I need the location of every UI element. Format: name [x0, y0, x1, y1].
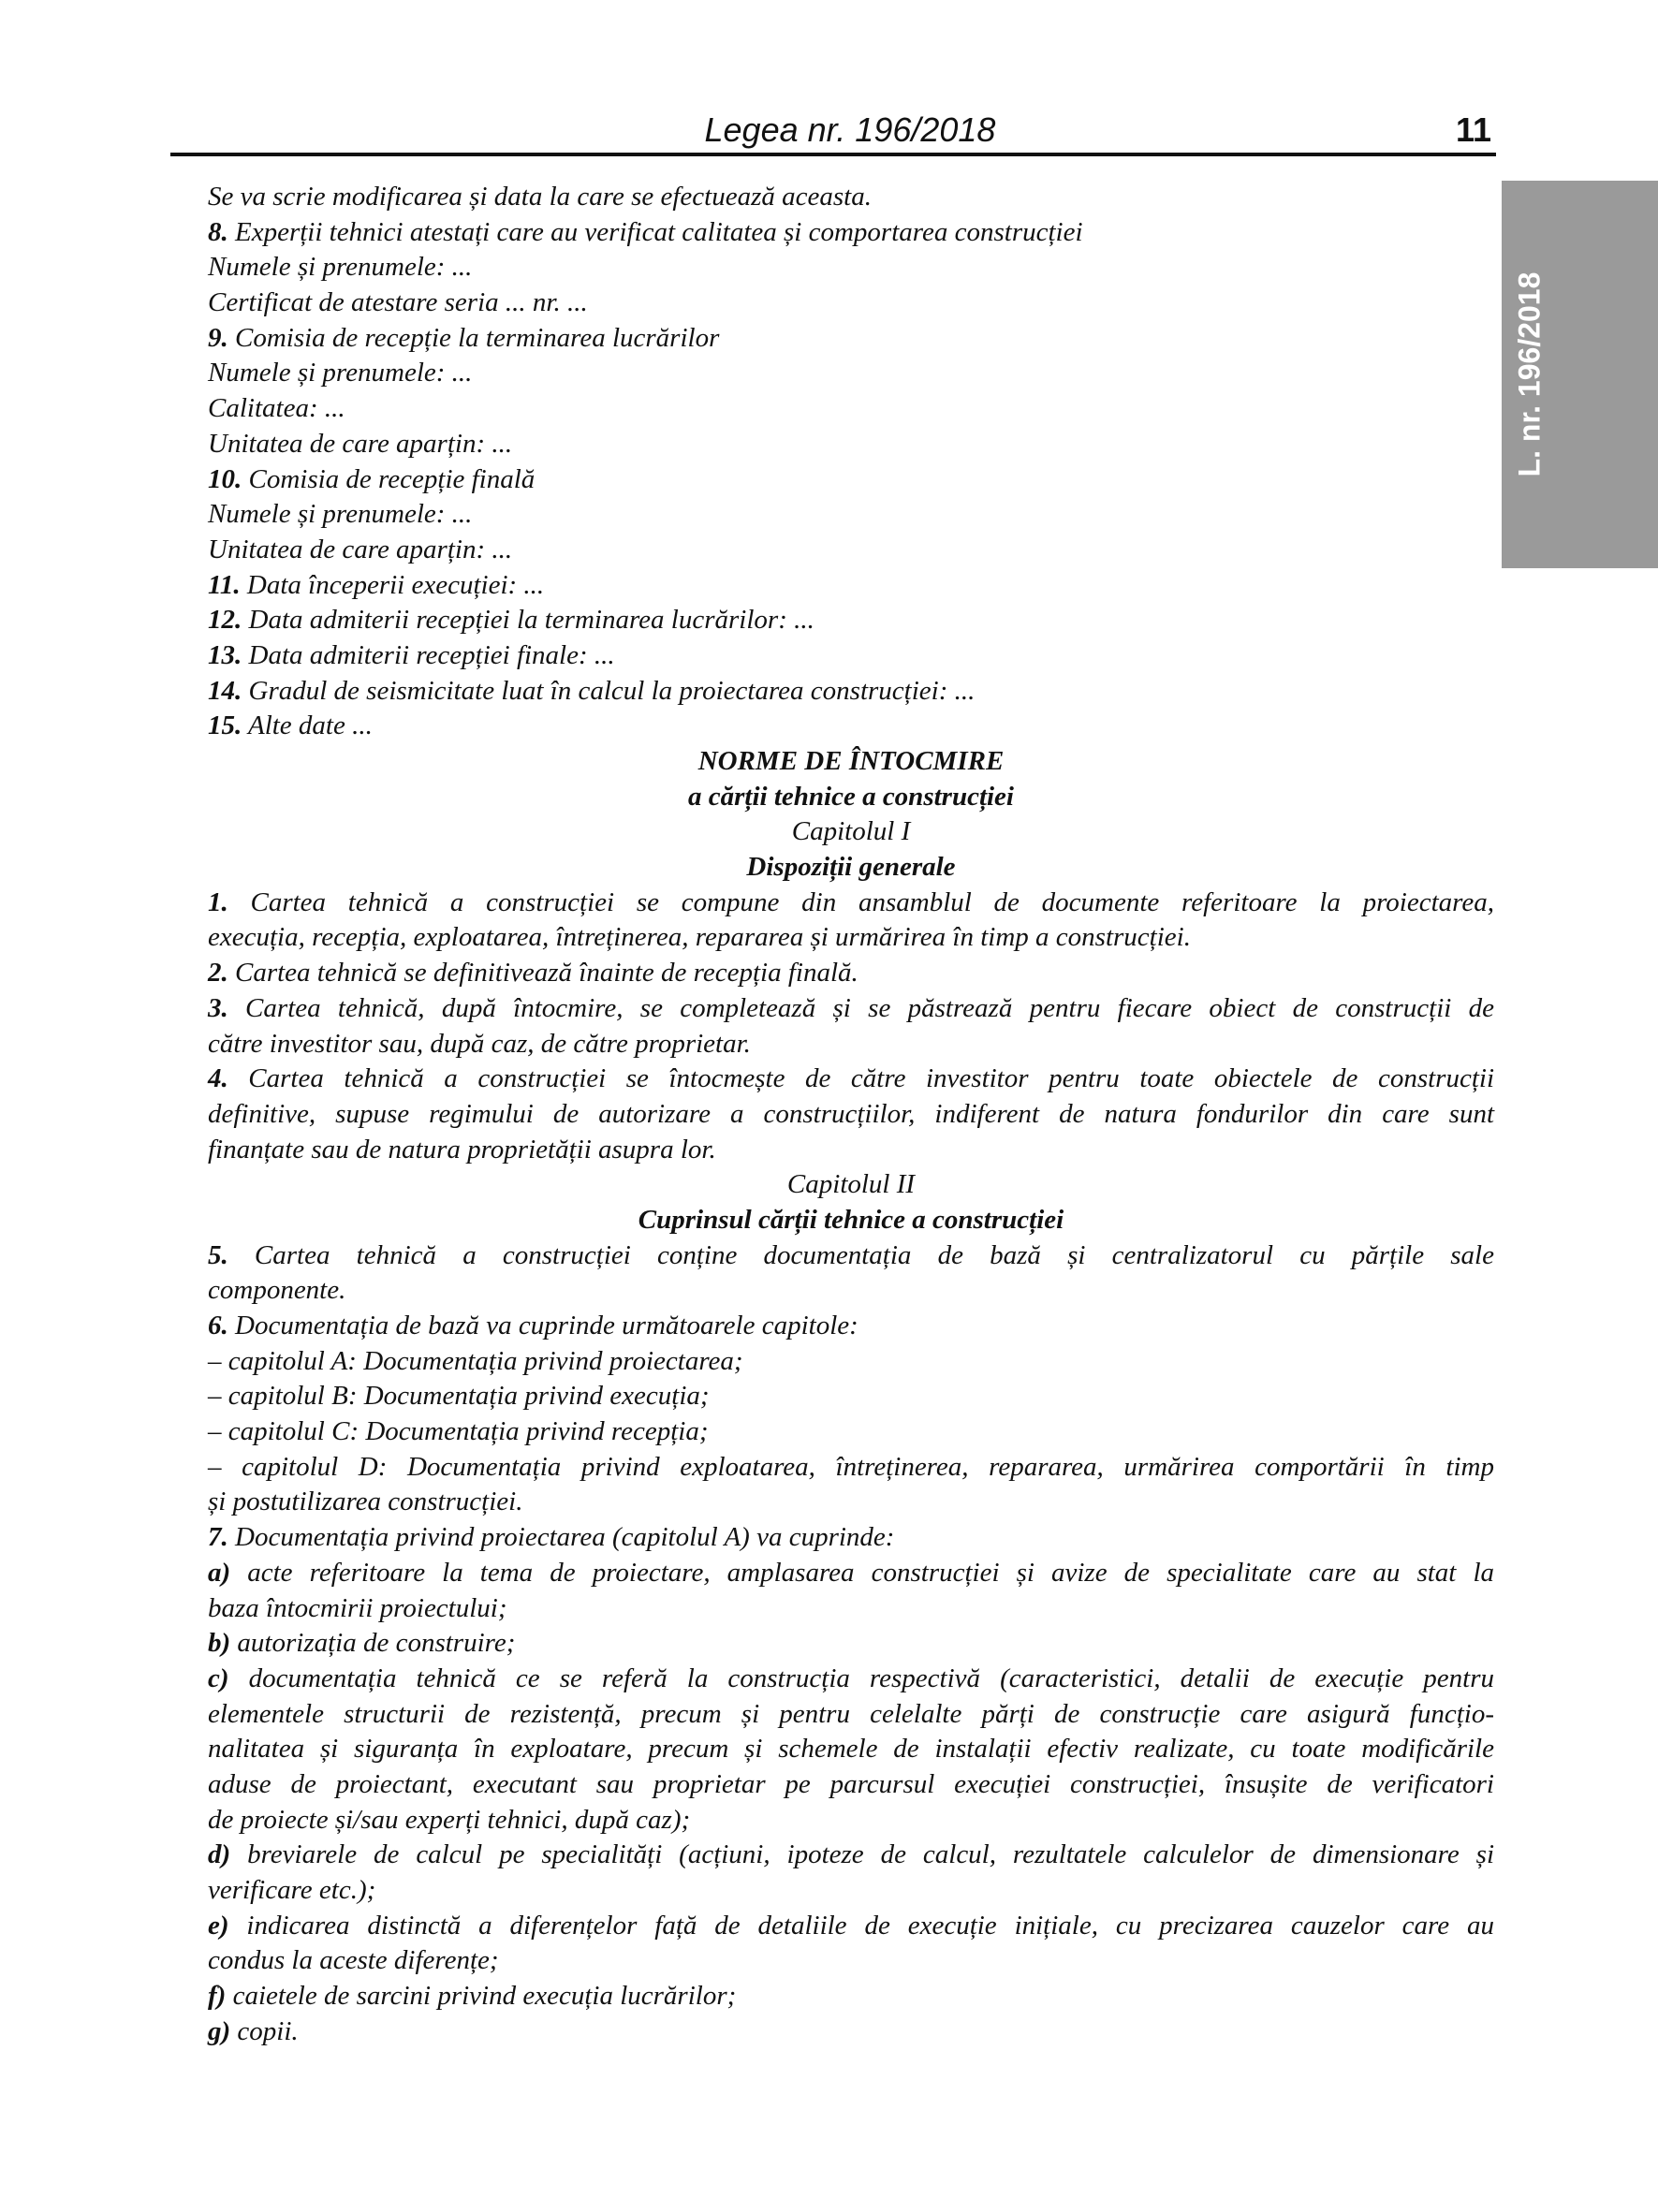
item-number: 14. [208, 675, 242, 706]
line-text: Comisia de recepție la terminarea lucrărilor [227, 322, 720, 353]
text-line [208, 1591, 1494, 1627]
text-line [208, 1873, 1494, 1909]
line-text: elementele structurii de rezistență, precum și pentru celelalte părți de construcție care asigură funcțio- [208, 1698, 1494, 1729]
text-line [208, 1485, 1494, 1520]
text-line [208, 1344, 1494, 1380]
item-number: 5. [208, 1239, 228, 1270]
item-number: 15. [208, 710, 242, 741]
line-text: definitive, supuse regimului de autorizare a construcțiilor, indiferent de natura fondurilor din care sunt [208, 1098, 1494, 1129]
item-number: f) [208, 1981, 227, 2012]
line-text: – capitolul B: Documentația privind execuția; [208, 1381, 710, 1412]
line-text: Cartea tehnică a construcției se întocmește de către investitor pentru toate obiectele de construcții [227, 1063, 1494, 1094]
line-text: nalitatea și siguranța în exploatare, precum și schemele de instalații efectiv realizate, cu toate modificările [208, 1734, 1494, 1765]
text-line [208, 1379, 1494, 1414]
line-text: Se va scrie modificarea și data la care se efectuează aceasta. [208, 182, 872, 212]
line-text: Numele și prenumele: ... [208, 252, 473, 283]
line-text: Data începerii execuției: ... [240, 569, 545, 600]
item-number: 2. [208, 958, 228, 989]
text-line [208, 1238, 1494, 1274]
item-number: 7. [208, 1522, 228, 1553]
line-text: Cartea tehnică se definitivează înainte de recepția finală. [227, 958, 858, 989]
item-number: 3. [208, 992, 228, 1023]
line-text: aduse de proiectant, executant sau proprietar pe parcursul execuției construcției, însușite de verificatori [208, 1768, 1494, 1799]
text-line [208, 1097, 1494, 1133]
item-number: 8. [208, 216, 228, 247]
text-line [208, 956, 1494, 991]
line-text: – capitolul D: Documentația privind exploatarea, întreținerea, repararea, urmărirea comportării în timp [208, 1451, 1494, 1482]
text-line [208, 1803, 1494, 1838]
line-text: Numele și prenumele: ... [208, 499, 473, 530]
text-line [208, 1767, 1494, 1803]
line-text: Calitatea: ... [208, 393, 345, 424]
text-line [208, 1450, 1494, 1486]
line-text: Experții tehnici atestați care au verificat calitatea și comportarea construcției [227, 216, 1083, 247]
text-line [208, 674, 1494, 710]
line-text: – capitolul C: Documentația privind recepția; [208, 1416, 709, 1447]
text-line [208, 1520, 1494, 1556]
line-text: Documentația privind proiectarea (capitolul A) va cuprinde: [227, 1522, 895, 1553]
line-text: Numele și prenumele: ... [208, 358, 473, 388]
line-text: finanțate sau de natura proprietății asupra lor. [208, 1134, 716, 1165]
section-heading [208, 780, 1494, 815]
line-text: Documentația de bază va cuprinde următoarele capitole: [227, 1311, 858, 1340]
line-text: Capitolul II [786, 1169, 916, 1200]
text-line [208, 533, 1494, 568]
text-line [208, 497, 1494, 533]
line-text: autorizația de construire; [230, 1628, 516, 1659]
text-line [208, 709, 1494, 744]
line-text: NORME DE ÎNTOCMIRE [697, 746, 1005, 776]
text-line [208, 427, 1494, 462]
section-heading [208, 1167, 1494, 1203]
line-text: indicarea distinctă a diferențelor față de detaliile de execuție inițiale, cu precizarea cauzelor care au [228, 1910, 1494, 1941]
line-text: Comisia de recepție finală [242, 463, 536, 494]
text-line [208, 886, 1494, 921]
item-number: 11. [208, 569, 241, 600]
running-header-title: Legea nr. 196/2018 [704, 110, 996, 149]
line-text: – capitolul A: Documentația privind proiectarea; [208, 1345, 743, 1376]
item-number: 10. [208, 463, 242, 494]
text-line [208, 568, 1494, 604]
text-line [208, 1556, 1494, 1591]
line-text: Cartea tehnică, după întocmire, se completează și se păstrează pentru fiecare obiect de construcții de [227, 992, 1494, 1023]
text-line [208, 603, 1494, 638]
item-number: 12. [208, 605, 242, 636]
item-number: 13. [208, 639, 242, 670]
line-text: Capitolul I [791, 816, 911, 847]
item-number: d) [208, 1839, 231, 1870]
line-text: condus la aceste diferențe; [208, 1945, 499, 1976]
text-line [208, 391, 1494, 427]
line-text: componente. [208, 1275, 346, 1306]
text-line [208, 2014, 1494, 2050]
text-line [208, 1309, 1494, 1344]
text-line [208, 180, 1494, 215]
line-text: și postutilizarea construcției. [208, 1487, 523, 1517]
page-number: 11 [1455, 110, 1491, 149]
line-text: verificare etc.); [208, 1875, 376, 1905]
text-line [208, 215, 1494, 251]
text-line [208, 1732, 1494, 1767]
line-text: breviarele de calcul pe specialități (acțiuni, ipoteze de calcul, rezultatele calculelor de dimensionare și [230, 1839, 1494, 1870]
item-number: g) [208, 2015, 231, 2046]
text-line [208, 1838, 1494, 1873]
item-number: 6. [208, 1311, 228, 1340]
text-line [208, 1662, 1494, 1697]
text-line [208, 1062, 1494, 1097]
item-number: 1. [208, 886, 228, 917]
text-line [208, 1626, 1494, 1662]
line-text: copii. [230, 2015, 299, 2046]
line-text: Cartea tehnică a construcției se compune din ansamblul de documente referitoare la proiectarea, [227, 886, 1494, 917]
section-heading [208, 850, 1494, 886]
line-text: Unitatea de care aparțin: ... [208, 428, 513, 459]
text-line [208, 1909, 1494, 1944]
text-line [208, 1979, 1494, 2014]
item-number: 4. [208, 1063, 228, 1094]
line-text: Dispoziții generale [746, 852, 956, 883]
line-text: de proiecte și/sau experți tehnici, după caz); [208, 1804, 691, 1835]
line-text: a cărții tehnice a construcției [688, 781, 1014, 812]
text-line [208, 638, 1494, 674]
line-text: Unitatea de care aparțin: ... [208, 534, 513, 564]
text-line [208, 1027, 1494, 1062]
line-text: acte referitoare la tema de proiectare, amplasarea construcției și avize de specialitate care au stat la [230, 1557, 1494, 1588]
item-number: b) [208, 1628, 231, 1659]
line-text: Gradul de seismicitate luat în calcul la proiectarea construcției: ... [242, 675, 976, 706]
text-line [208, 991, 1494, 1027]
line-text: caietele de sarcini privind execuția lucrărilor; [226, 1981, 737, 2012]
line-text: Alte date ... [242, 710, 373, 741]
line-text: Cuprinsul cărții tehnice a construcției [638, 1204, 1064, 1235]
item-number: 9. [208, 322, 228, 353]
item-number: c) [208, 1663, 229, 1693]
line-text: Data admiterii recepției la terminarea lucrărilor: ... [242, 605, 814, 636]
text-line [208, 250, 1494, 286]
text-line [208, 356, 1494, 391]
section-heading [208, 1203, 1494, 1238]
side-tab-label: L. nr. 196/2018 [1512, 271, 1547, 477]
text-line [208, 321, 1494, 357]
text-line [208, 1697, 1494, 1733]
line-text: baza întocmirii proiectului; [208, 1592, 507, 1623]
line-text: execuția, recepția, exploatarea, întreținerea, repararea și urmărirea în timp a construcției. [208, 922, 1191, 953]
text-line [208, 286, 1494, 321]
text-line [208, 920, 1494, 956]
text-line [208, 462, 1494, 498]
item-number: e) [208, 1910, 229, 1941]
line-text: Cartea tehnică a construcției conține documentația de bază și centralizatorul cu părțile sale [227, 1239, 1494, 1270]
line-text: Data admiterii recepției finale: ... [242, 639, 615, 670]
text-line [208, 1273, 1494, 1309]
line-text: Certificat de atestare seria ... nr. ... [208, 287, 588, 318]
section-heading [208, 814, 1494, 850]
text-line [208, 1133, 1494, 1168]
line-text: către investitor sau, după caz, de către proprietar. [208, 1028, 751, 1059]
header-rule [170, 153, 1496, 156]
text-line [208, 1943, 1494, 1979]
line-text: documentația tehnică ce se referă la construcția respectivă (caracteristici, detalii de execuție pentru [228, 1663, 1494, 1693]
section-heading [208, 744, 1494, 780]
item-number: a) [208, 1557, 231, 1588]
document-body [208, 180, 1494, 2049]
text-line [208, 1414, 1494, 1450]
